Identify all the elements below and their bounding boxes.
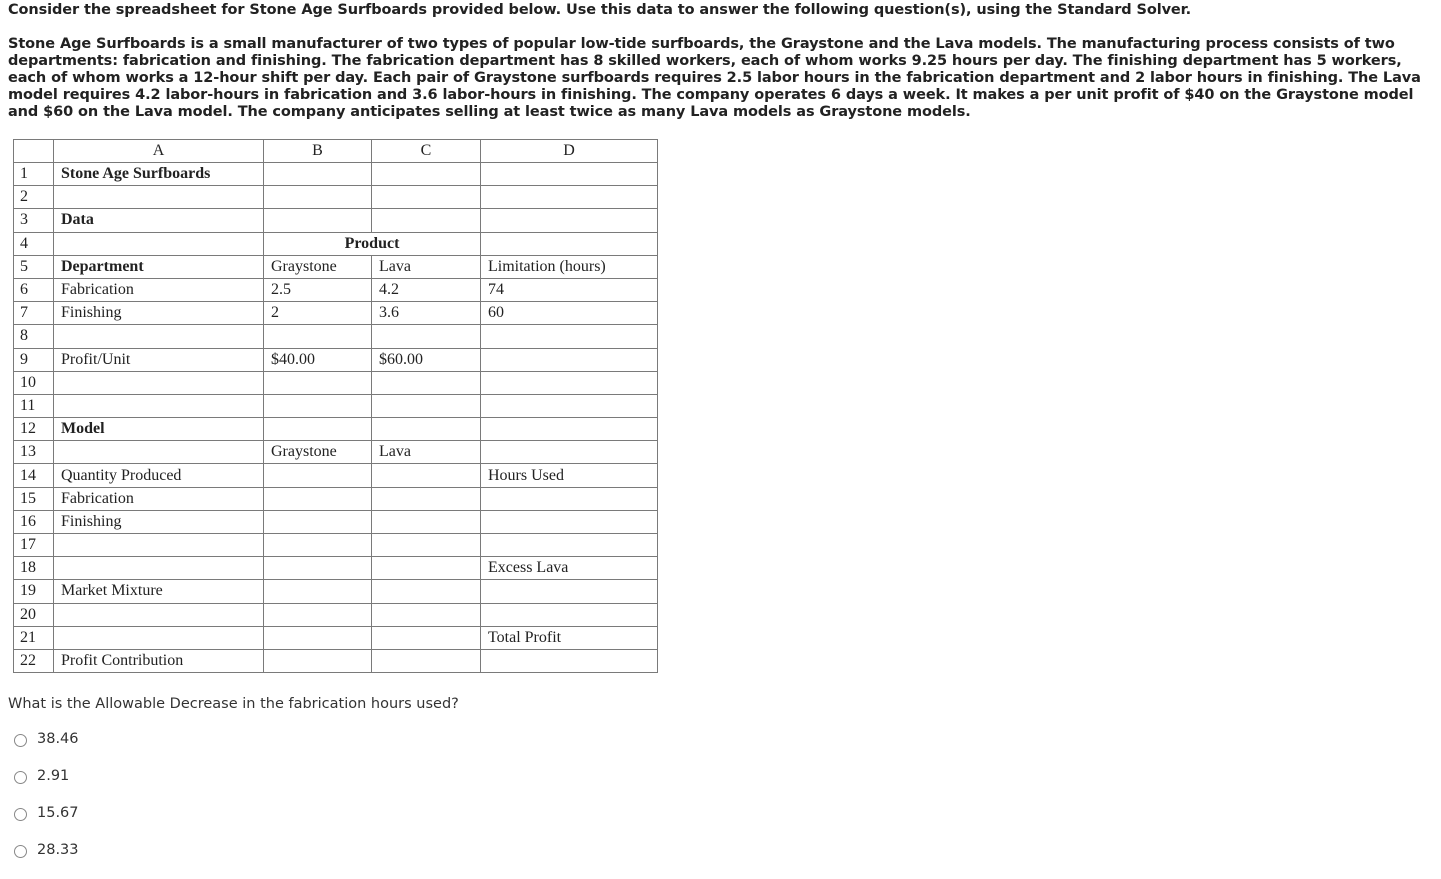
column-header-row [14,140,658,163]
row-number: 9 [14,348,54,371]
row-number: 18 [14,557,54,580]
cell: Profit/Unit [54,348,264,371]
cell [264,394,372,417]
answer-option-1[interactable] [14,731,79,768]
cell [481,534,658,557]
problem-description: Stone Age Surfboards is a small manufacturer of two types of popular low-tide surfboards, the Graystone and the Lava models. The manufacturing process consists of two departments: fabrication and finishing. The fabrication department has 8 skilled workers, each of whom works 9.25 hours per day. The finishing department has 5 workers, each of whom works a 12-hour shift per day. Each pair of Graystone surfboards requires 2.5 labor hours in the fabrication department and 2 labor hours in finishing. The Lava model requires 4.2 labor-hours in fabrication and 3.6 labor-hours in finishing. The company operates 6 days a week. It makes a per unit profit of $40 on the Graystone model and $60 on the Lava model. The company anticipates selling at least twice as many Lava models as Graystone models. [8,36,1421,120]
cell [264,649,372,672]
option-label: 38.46 [37,731,79,747]
cell [372,418,481,441]
cell [481,232,658,255]
column-header-a: A [54,140,264,163]
cell: Department [54,255,264,278]
corner-cell [14,140,54,163]
cell [481,325,658,348]
row-number: 2 [14,186,54,209]
cell [481,163,658,186]
option-label: 15.67 [37,805,79,821]
row-number: 1 [14,163,54,186]
cell [54,232,264,255]
row-number: 7 [14,302,54,325]
column-header-c: C [372,140,481,163]
cell [481,348,658,371]
cell: Lava [372,255,481,278]
row-number: 5 [14,255,54,278]
cell [264,418,372,441]
row-number: 15 [14,487,54,510]
cell: 3.6 [372,302,481,325]
option-label: 28.33 [37,842,79,858]
cell: Graystone [264,255,372,278]
answer-options [14,731,79,879]
table-row [14,580,658,603]
table-row [14,278,658,301]
cell [372,580,481,603]
cell: Total Profit [481,626,658,649]
cell: Hours Used [481,464,658,487]
radio-button[interactable] [14,845,27,858]
radio-button[interactable] [14,734,27,747]
cell [481,371,658,394]
row-number: 13 [14,441,54,464]
problem-statement [8,0,1438,121]
cell [481,487,658,510]
cell: Limitation (hours) [481,255,658,278]
sheet-title: Stone Age Surfboards [54,163,264,186]
cell [264,325,372,348]
row-number: 17 [14,534,54,557]
section-label-model: Model [54,418,264,441]
cell: $60.00 [372,348,481,371]
cell: Lava [372,441,481,464]
row-number: 14 [14,464,54,487]
table-row [14,186,658,209]
section-label-data: Data [54,209,264,232]
answer-option-3[interactable] [14,805,79,842]
cell [54,626,264,649]
cell: 2.5 [264,278,372,301]
instructions: Consider the spreadsheet for Stone Age Surfboards provided below. Use this data to answer the following question(s), using the Standard Solver. [8,2,1192,18]
cell [372,464,481,487]
cell [481,418,658,441]
cell [264,186,372,209]
table-row [14,394,658,417]
cell [264,603,372,626]
row-number: 4 [14,232,54,255]
answer-option-4[interactable] [14,842,79,879]
cell [264,534,372,557]
cell: Market Mixture [54,580,264,603]
cell [372,163,481,186]
cell [264,557,372,580]
table-row [14,163,658,186]
cell [372,603,481,626]
cell [481,510,658,533]
cell [54,534,264,557]
cell: Profit Contribution [54,649,264,672]
cell [54,371,264,394]
cell [54,603,264,626]
table-row [14,626,658,649]
cell [481,603,658,626]
cell [372,186,481,209]
cell [54,557,264,580]
table-row [14,464,658,487]
cell [372,394,481,417]
cell [264,487,372,510]
cell [54,325,264,348]
row-number: 6 [14,278,54,301]
cell: 74 [481,278,658,301]
spreadsheet-table [13,139,658,673]
column-header-d: D [481,140,658,163]
cell [372,557,481,580]
cell: Graystone [264,441,372,464]
table-row [14,441,658,464]
cell: Finishing [54,302,264,325]
cell [481,394,658,417]
cell [264,163,372,186]
cell [372,649,481,672]
cell [372,626,481,649]
table-row [14,418,658,441]
cell: Excess Lava [481,557,658,580]
table-row [14,232,658,255]
row-number: 21 [14,626,54,649]
cell [481,649,658,672]
cell [264,464,372,487]
cell [264,209,372,232]
cell [264,371,372,394]
row-number: 16 [14,510,54,533]
row-number: 12 [14,418,54,441]
product-header: Product [264,232,481,255]
answer-option-2[interactable] [14,768,79,805]
cell: Fabrication [54,487,264,510]
radio-button[interactable] [14,808,27,821]
cell: 2 [264,302,372,325]
table-row [14,325,658,348]
table-row [14,534,658,557]
cell [481,441,658,464]
table-row [14,255,658,278]
cell [481,209,658,232]
table-row [14,371,658,394]
row-number: 8 [14,325,54,348]
row-number: 20 [14,603,54,626]
cell: Finishing [54,510,264,533]
cell [481,186,658,209]
cell [264,580,372,603]
row-number: 3 [14,209,54,232]
cell: Fabrication [54,278,264,301]
table-row [14,603,658,626]
row-number: 10 [14,371,54,394]
cell [372,209,481,232]
cell [372,510,481,533]
cell [372,487,481,510]
question-text: What is the Allowable Decrease in the fabrication hours used? [8,696,459,712]
cell [372,371,481,394]
row-number: 19 [14,580,54,603]
table-row [14,348,658,371]
table-row [14,557,658,580]
table-row [14,510,658,533]
table-row [14,487,658,510]
radio-button[interactable] [14,771,27,784]
cell: Quantity Produced [54,464,264,487]
cell: 4.2 [372,278,481,301]
cell [54,394,264,417]
cell: $40.00 [264,348,372,371]
cell [54,186,264,209]
option-label: 2.91 [37,768,70,784]
row-number: 22 [14,649,54,672]
cell [481,580,658,603]
cell [264,626,372,649]
row-number: 11 [14,394,54,417]
cell: 60 [481,302,658,325]
cell [372,534,481,557]
cell [372,325,481,348]
table-row [14,302,658,325]
cell [54,441,264,464]
table-row [14,649,658,672]
table-row [14,209,658,232]
cell [264,510,372,533]
column-header-b: B [264,140,372,163]
